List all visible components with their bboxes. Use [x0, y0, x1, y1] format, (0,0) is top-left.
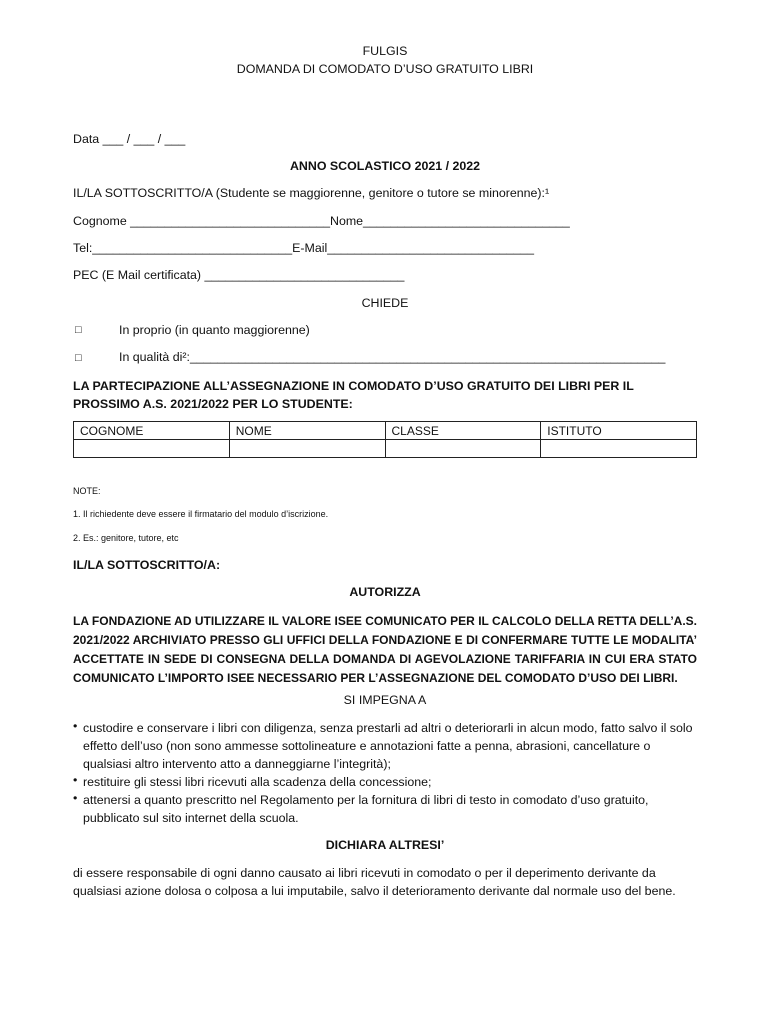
table-header-row	[74, 422, 697, 440]
option-in-qualita-label[interactable]: In qualità di²:_____________________________________________________________________	[119, 350, 666, 364]
pec-field[interactable]: PEC (E Mail certificata) _____________________________	[73, 268, 405, 282]
cell-cognome[interactable]	[74, 440, 230, 458]
org-name: FULGIS	[362, 44, 408, 58]
autorizza-text: LA FONDAZIONE AD UTILIZZARE IL VALORE ISEE COMUNICATO PER IL CALCOLO DELLA RETTA DELL’A.S. 2021/2022 ARCHIVIATO PRESSO GLI UFFICI DELLA FONDAZIONE E DI CONFERMARE TUTTE LE MODALITA’ ACCETTATE IN SEDE DI CONSEGNA DELLA DOMANDA DI AGEVOLAZIONE TARIFFARIA IN CUI ERA STATO COMUNICATO L’IMPORTO ISEE NECESSARIO PER L’ASSEGNAZIONE DEL COMODATO D’USO DEI LIBRI.	[73, 614, 697, 685]
dichiara-heading: DICHIARA ALTRESI’	[325, 838, 445, 852]
dichiara-text: di essere responsabile di ogni danno causato ai libri ricevuti in comodato o per il deperimento derivante da qualsiasi azione dolosa o colposa a lui imputabile, salvo il deterioramento derivante dal normale uso del bene.	[73, 866, 676, 898]
school-year: ANNO SCOLASTICO 2021 / 2022	[289, 159, 481, 173]
note-item-2: 2. Es.: genitore, tutore, etc	[73, 533, 179, 543]
bullet-icon: •	[73, 791, 78, 805]
cognome-nome-field[interactable]: Cognome _____________________________Nome______________________________	[73, 214, 570, 228]
notes-title: NOTE:	[73, 486, 101, 496]
list-item	[73, 791, 697, 827]
date-field[interactable]: Data ___ / ___ / ___	[73, 132, 186, 146]
participation-text: LA PARTECIPAZIONE ALL’ASSEGNAZIONE IN COMODATO D’USO GRATUITO DEI LIBRI PER IL PROSSIMO A.S. 2021/2022 PER LO STUDENTE:	[73, 379, 634, 411]
commitment-text: custodire e conservare i libri con diligenza, senza prestarli ad altri o deteriorarli in alcun modo, fatto salvo il solo effetto dell’uso (non sono ammesse sottolineature e annotazioni fatte a penna, abrasioni, cancellature o qualsiasi altro intervento atto a danneggiarne l’integrità);	[83, 721, 693, 771]
chiede-heading: CHIEDE	[361, 296, 409, 310]
cell-nome[interactable]	[229, 440, 385, 458]
table-row	[74, 440, 697, 458]
header-cognome: COGNOME	[74, 422, 230, 440]
note-item-1: 1. Il richiedente deve essere il firmatario del modulo d’iscrizione.	[73, 509, 329, 519]
student-table	[73, 421, 697, 458]
tel-email-field[interactable]: Tel:_____________________________E-Mail______________________________	[73, 241, 534, 255]
si-impegna-heading: SI IMPEGNA A	[343, 693, 427, 707]
commitment-text: restituire gli stessi libri ricevuti alla scadenza della concessione;	[83, 775, 432, 789]
list-item	[73, 773, 697, 791]
undersigned-intro: IL/LA SOTTOSCRITTO/A (Studente se maggiorenne, genitore o tutore se minorenne):¹	[73, 186, 550, 200]
header-nome: NOME	[229, 422, 385, 440]
checkbox-in-qualita[interactable]: □	[75, 352, 82, 364]
header-classe: CLASSE	[385, 422, 541, 440]
bullet-icon: •	[73, 773, 78, 787]
autorizza-heading: AUTORIZZA	[349, 585, 421, 599]
bullet-icon: •	[73, 719, 78, 733]
undersigned-short: IL/LA SOTTOSCRITTO/A:	[73, 558, 221, 572]
option-in-proprio-label: In proprio (in quanto maggiorenne)	[119, 323, 310, 337]
header-istituto: ISTITUTO	[541, 422, 697, 440]
cell-istituto[interactable]	[541, 440, 697, 458]
document-title: DOMANDA DI COMODATO D’USO GRATUITO LIBRI	[236, 62, 534, 76]
commitment-text: attenersi a quanto prescritto nel Regolamento per la fornitura di libri di testo in comodato d’uso gratuito, pubblicato sul sito internet della scuola.	[83, 793, 649, 825]
cell-classe[interactable]	[385, 440, 541, 458]
list-item	[73, 719, 697, 773]
checkbox-in-proprio[interactable]: □	[75, 324, 82, 336]
